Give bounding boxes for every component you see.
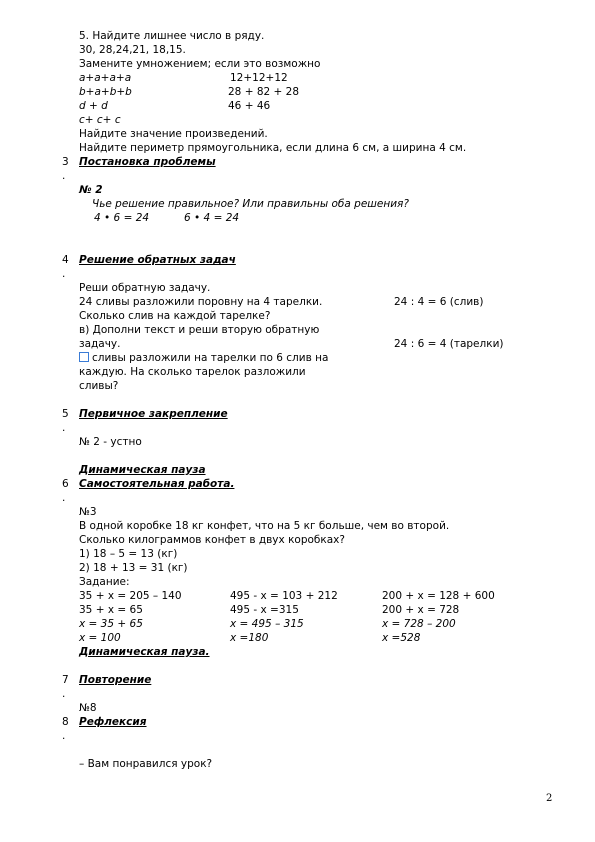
task-line: Сколько слив на каждой тарелке? — [79, 310, 271, 322]
equation: 35 + x = 205 – 140 — [79, 590, 182, 602]
equation: x =528 — [382, 632, 421, 644]
question: Чье решение правильное? Или правильны оба решения? — [92, 198, 409, 210]
expression: d + d — [79, 100, 108, 112]
task-line: Найдите значение произведений. — [79, 128, 268, 140]
task-line: Замените умножением; если это возможно — [79, 58, 321, 70]
task-line: в) Дополни текст и реши вторую обратную — [79, 324, 320, 336]
section-dot: . — [62, 492, 66, 504]
section-number: 8 — [62, 716, 69, 728]
page-number: 2 — [546, 793, 553, 804]
solution-step: 1) 18 – 5 = 13 (кг) — [79, 548, 178, 560]
task-line: В одной коробке 18 кг конфет, что на 5 кг больше, чем во второй. — [79, 520, 450, 532]
section-dot: . — [62, 688, 66, 700]
section-title: Постановка проблемы — [79, 156, 216, 168]
task-line: Задание: — [79, 576, 130, 588]
task-line: № 2 - устно — [79, 436, 142, 448]
section-dot: . — [62, 170, 66, 182]
equation: 200 + x = 128 + 600 — [382, 590, 495, 602]
expression: 12+12+12 — [230, 72, 288, 84]
task-line: Сколько килограммов конфет в двух коробках? — [79, 534, 345, 546]
section-title: Рефлексия — [79, 716, 147, 728]
equation: x = 495 – 315 — [230, 618, 304, 630]
task-line: 30, 28,24,21, 18,15. — [79, 44, 186, 56]
task-line: 24 сливы разложили поровну на 4 тарелки. — [79, 296, 323, 308]
task-line: – Вам понравился урок? — [79, 758, 213, 770]
solution: 24 : 6 = 4 (тарелки) — [394, 338, 504, 350]
answer: 4 • 6 = 24 — [94, 212, 150, 224]
equation: 200 + x = 728 — [382, 604, 460, 616]
pause-label: Динамическая пауза. — [79, 646, 210, 658]
task-line — [79, 352, 328, 365]
task-line: задачу. — [79, 338, 121, 350]
expression: a+a+a+a — [79, 72, 132, 84]
task-line: сливы? — [79, 380, 119, 392]
section-number: 6 — [62, 478, 69, 490]
expression: 46 + 46 — [228, 100, 271, 112]
solution-step: 2) 18 + 13 = 31 (кг) — [79, 562, 188, 574]
equation: x = 35 + 65 — [79, 618, 143, 630]
task-number: №8 — [79, 702, 97, 714]
section-dot: . — [62, 730, 66, 742]
task-number: №3 — [79, 506, 97, 518]
section-number: 3 — [62, 156, 69, 168]
task-line: каждую. На сколько тарелок разложили — [79, 366, 306, 378]
expression: c+ c+ c — [79, 114, 121, 126]
equation: 35 + x = 65 — [79, 604, 143, 616]
task-number: № 2 — [79, 184, 103, 196]
equation: 495 - x =315 — [230, 604, 299, 616]
section-title: Повторение — [79, 674, 152, 686]
answer: 6 • 4 = 24 — [184, 212, 240, 224]
expression: b+a+b+b — [79, 86, 132, 98]
section-title: Решение обратных задач — [79, 254, 236, 266]
pause-label: Динамическая пауза — [79, 464, 206, 476]
blank-box-icon — [79, 352, 89, 362]
equation: x = 100 — [79, 632, 121, 644]
task-line: 5. Найдите лишнее число в ряду. — [79, 30, 265, 42]
equation: 495 - x = 103 + 212 — [230, 590, 338, 602]
section-title: Первичное закрепление — [79, 408, 228, 420]
task-line: Найдите периметр прямоугольника, если длина 6 см, а ширина 4 см. — [79, 142, 467, 154]
section-number: 5 — [62, 408, 69, 420]
section-number: 4 — [62, 254, 69, 266]
section-dot: . — [62, 422, 66, 434]
section-number: 7 — [62, 674, 69, 686]
task-text: сливы разложили на тарелки по 6 слив на — [92, 352, 329, 364]
equation: x = 728 – 200 — [382, 618, 456, 630]
equation: x =180 — [230, 632, 269, 644]
task-line: Реши обратную задачу. — [79, 282, 211, 294]
section-dot: . — [62, 268, 66, 280]
section-title: Самостоятельная работа. — [79, 478, 235, 490]
expression: 28 + 82 + 28 — [228, 86, 300, 98]
solution: 24 : 4 = 6 (слив) — [394, 296, 484, 308]
